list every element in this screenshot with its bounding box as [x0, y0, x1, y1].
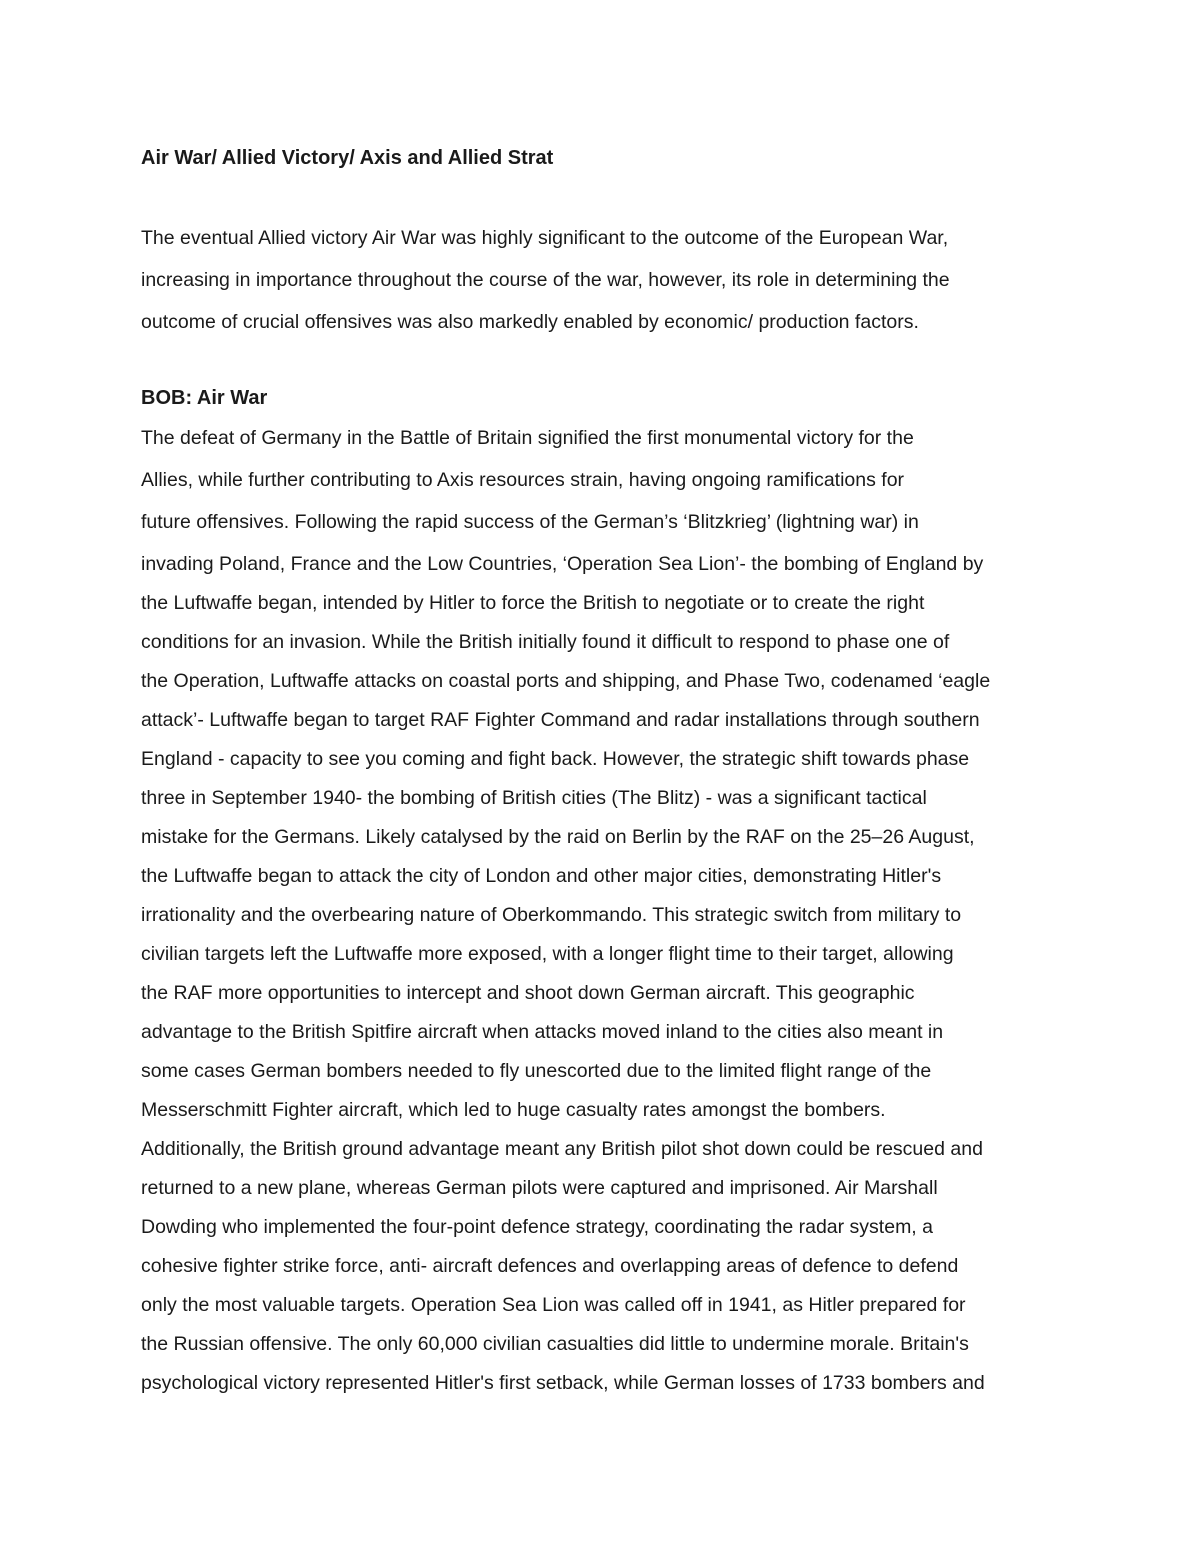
body-line: some cases German bombers needed to fly unescorted due to the limited flight range of the — [141, 1060, 932, 1082]
body-line: Additionally, the British ground advantage meant any British pilot shot down could be rescued and — [141, 1138, 983, 1160]
body-line: conditions for an invasion. While the British initially found it difficult to respond to phase one of — [141, 631, 950, 653]
body-line: Allies, while further contributing to Axis resources strain, having ongoing ramifications for — [141, 469, 905, 491]
body-line: cohesive fighter strike force, anti- aircraft defences and overlapping areas of defence to defend — [141, 1255, 959, 1277]
body-line: the Operation, Luftwaffe attacks on coastal ports and shipping, and Phase Two, codenamed ‘eagle — [141, 670, 991, 692]
body-line: England - capacity to see you coming and fight back. However, the strategic shift towards phase — [141, 748, 970, 770]
body-line: irrationality and the overbearing nature of Oberkommando. This strategic switch from military to — [141, 904, 962, 926]
body-line: returned to a new plane, whereas German pilots were captured and imprisoned. Air Marshall — [141, 1177, 938, 1199]
body-line: three in September 1940- the bombing of British cities (The Blitz) - was a significant tactical — [141, 787, 927, 809]
section-heading: BOB: Air War — [141, 387, 268, 409]
intro-line: The eventual Allied victory Air War was highly significant to the outcome of the European War, — [141, 227, 949, 249]
body-line: advantage to the British Spitfire aircraft when attacks moved inland to the cities also meant in — [141, 1021, 944, 1043]
body-line: invading Poland, France and the Low Countries, ‘Operation Sea Lion’- the bombing of England by — [141, 553, 984, 575]
body-line: the Luftwaffe began to attack the city of London and other major cities, demonstrating Hitler's — [141, 865, 942, 887]
body-line: future offensives. Following the rapid success of the German’s ‘Blitzkrieg’ (lightning war) in — [141, 511, 919, 533]
intro-line: outcome of crucial offensives was also markedly enabled by economic/ production factors. — [141, 311, 919, 333]
intro-line: increasing in importance throughout the course of the war, however, its role in determining the — [141, 269, 950, 291]
body-line: the Russian offensive. The only 60,000 civilian casualties did little to undermine morale. Britain's — [141, 1333, 969, 1355]
body-line: attack’- Luftwaffe began to target RAF Fighter Command and radar installations through southern — [141, 709, 980, 731]
body-line: The defeat of Germany in the Battle of Britain signified the first monumental victory for the — [141, 427, 914, 449]
body-line: only the most valuable targets. Operation Sea Lion was called off in 1941, as Hitler prepared for — [141, 1294, 966, 1316]
body-line: Dowding who implemented the four-point defence strategy, coordinating the radar system, a — [141, 1216, 933, 1238]
document-title: Air War/ Allied Victory/ Axis and Allied Strat — [141, 147, 554, 169]
body-line: civilian targets left the Luftwaffe more exposed, with a longer flight time to their target, allowing — [141, 943, 954, 965]
document-content — [141, 140, 1071, 1403]
body-line: mistake for the Germans. Likely catalysed by the raid on Berlin by the RAF on the 25–26 August, — [141, 826, 975, 848]
body-line: the RAF more opportunities to intercept and shoot down German aircraft. This geographic — [141, 982, 915, 1004]
intro-paragraph — [141, 217, 1071, 343]
body-paragraph — [141, 419, 1071, 1403]
body-line: psychological victory represented Hitler's first setback, while German losses of 1733 bombers and — [141, 1372, 985, 1394]
body-line: the Luftwaffe began, intended by Hitler to force the British to negotiate or to create the right — [141, 592, 925, 614]
body-line: Messerschmitt Fighter aircraft, which led to huge casualty rates amongst the bombers. — [141, 1099, 886, 1121]
